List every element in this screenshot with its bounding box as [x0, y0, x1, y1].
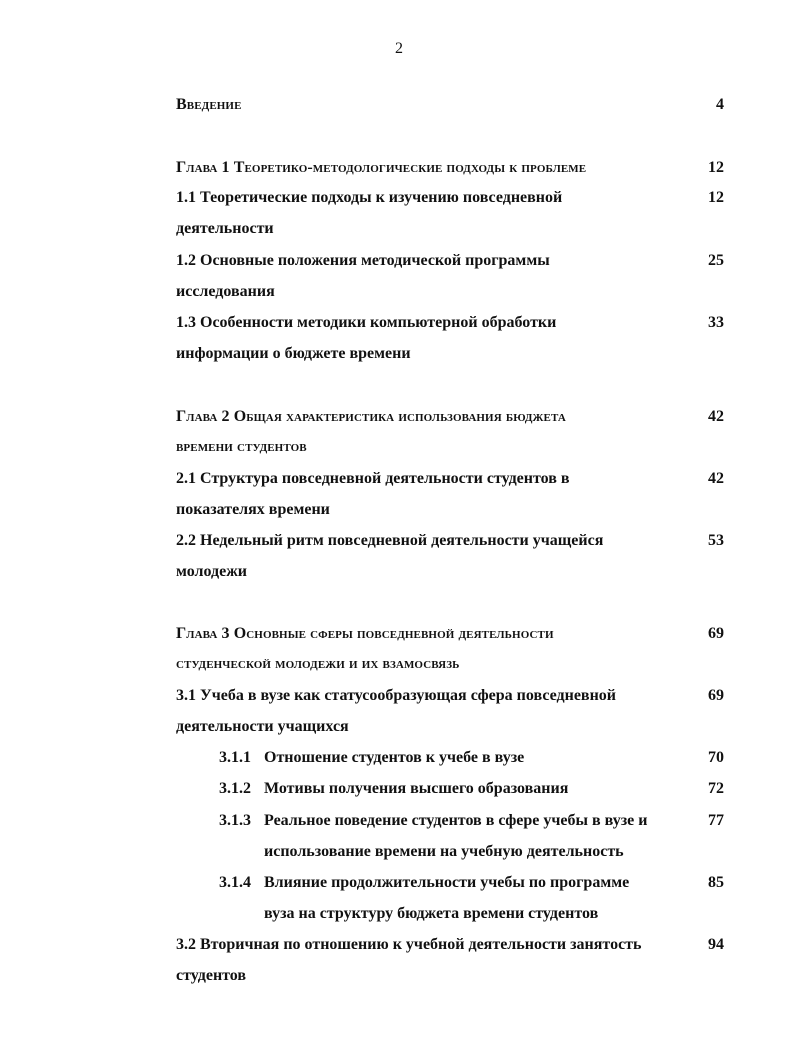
toc-entry-page: 12	[708, 189, 724, 206]
toc-subsection-title: Реальное поведение студентов в сфере учебы в вузе и	[264, 812, 648, 829]
toc-subsection-3-1-2	[176, 776, 724, 802]
toc-section-1-2-cont	[176, 279, 724, 305]
toc-section-1-2	[176, 248, 724, 274]
toc-subsection-number: 3.1.1	[219, 749, 251, 766]
toc-section-title-cont: исследования	[176, 283, 275, 300]
toc-section-1-1-cont	[176, 216, 724, 242]
toc-entry-page: 77	[708, 812, 724, 829]
toc-section-title: 3.2 Вторичная по отношению к учебной деятельности занятость	[176, 936, 642, 953]
toc-chapter-2-cont	[176, 434, 724, 460]
toc-subsection-3-1-3	[176, 808, 724, 834]
toc-subsection-title: Влияние продолжительности учебы по программе	[264, 874, 630, 891]
toc-chapter-title: Глава 3 Основные сферы повседневной деятельности	[176, 625, 554, 642]
toc-section-3-1	[176, 683, 724, 709]
toc-subsection-title: Отношение студентов к учебе в вузе	[264, 749, 525, 766]
toc-entry-page: 69	[708, 625, 724, 642]
toc-subsection-3-1-3-cont	[176, 839, 724, 865]
toc-entry-page: 42	[708, 470, 724, 487]
toc-section-title-cont: молодежи	[176, 563, 248, 580]
toc-subsection-number: 3.1.3	[219, 812, 251, 829]
toc-chapter-3	[176, 621, 724, 647]
toc-section-2-1-cont	[176, 497, 724, 523]
toc-entry-page: 4	[716, 96, 724, 113]
toc-section-title: 2.2 Недельный ритм повседневной деятельности учащейся	[176, 532, 604, 549]
toc-section-title-cont: деятельности	[176, 220, 274, 237]
toc-chapter-title: Глава 1 Теоретико-методологические подходы к проблеме	[176, 159, 587, 176]
toc-subsection-title: Мотивы получения высшего образования	[264, 780, 569, 797]
toc-entry-page: 53	[708, 532, 724, 549]
toc-entry-page: 70	[708, 749, 724, 766]
toc-subsection-title-cont: вуза на структуру бюджета времени студентов	[264, 905, 599, 922]
toc-subsection-number: 3.1.2	[219, 780, 251, 797]
toc-chapter-2	[176, 404, 724, 430]
toc-entry-page: 94	[708, 936, 724, 953]
toc-section-title-cont: деятельности учащихся	[176, 718, 349, 735]
toc-section-title: 2.1 Структура повседневной деятельности студентов в	[176, 470, 570, 487]
toc-section-1-3	[176, 310, 724, 336]
toc-section-2-2	[176, 528, 724, 554]
toc-section-title: 1.2 Основные положения методической программы	[176, 252, 550, 269]
toc-chapter-title-cont: студенческой молодежи и их взамосвязь	[176, 655, 460, 672]
toc-entry-page: 69	[708, 687, 724, 704]
toc-section-2-2-cont	[176, 559, 724, 585]
toc-chapter-title-cont: времени студентов	[176, 438, 307, 455]
toc-entry-title: Введение	[176, 96, 242, 113]
toc-section-title-cont: информации о бюджете времени	[176, 345, 411, 362]
toc-chapter-title: Глава 2 Общая характеристика использования бюджета	[176, 408, 566, 425]
toc-entry-page: 12	[708, 159, 724, 176]
toc-entry-intro	[176, 92, 724, 118]
toc-subsection-3-1-1	[176, 745, 724, 771]
toc-section-1-1	[176, 185, 724, 211]
toc-section-title-cont: студентов	[176, 967, 247, 984]
toc-subsection-number: 3.1.4	[219, 874, 251, 891]
toc-subsection-title-cont: использование времени на учебную деятельность	[264, 843, 624, 860]
toc-section-3-2-cont	[176, 963, 724, 989]
toc-chapter-1	[176, 155, 724, 181]
toc-chapter-3-cont	[176, 651, 724, 677]
toc-section-3-1-cont	[176, 714, 724, 740]
toc-section-title-cont: показателях времени	[176, 501, 330, 518]
toc-entry-page: 33	[708, 314, 724, 331]
toc-section-3-2	[176, 932, 724, 958]
toc-section-title: 3.1 Учеба в вузе как статусообразующая сфера повседневной	[176, 687, 617, 704]
toc-entry-page: 72	[708, 780, 724, 797]
toc-section-2-1	[176, 466, 724, 492]
toc-entry-page: 85	[708, 874, 724, 891]
toc-subsection-3-1-4-cont	[176, 901, 724, 927]
page-number: 2	[395, 40, 403, 57]
toc-entry-page: 42	[708, 408, 724, 425]
toc-section-1-3-cont	[176, 341, 724, 367]
toc-entry-page: 25	[708, 252, 724, 269]
toc-section-title: 1.3 Особенности методики компьютерной обработки	[176, 314, 557, 331]
toc-section-title: 1.1 Теоретические подходы к изучению повседневной	[176, 189, 563, 206]
toc-subsection-3-1-4	[176, 870, 724, 896]
